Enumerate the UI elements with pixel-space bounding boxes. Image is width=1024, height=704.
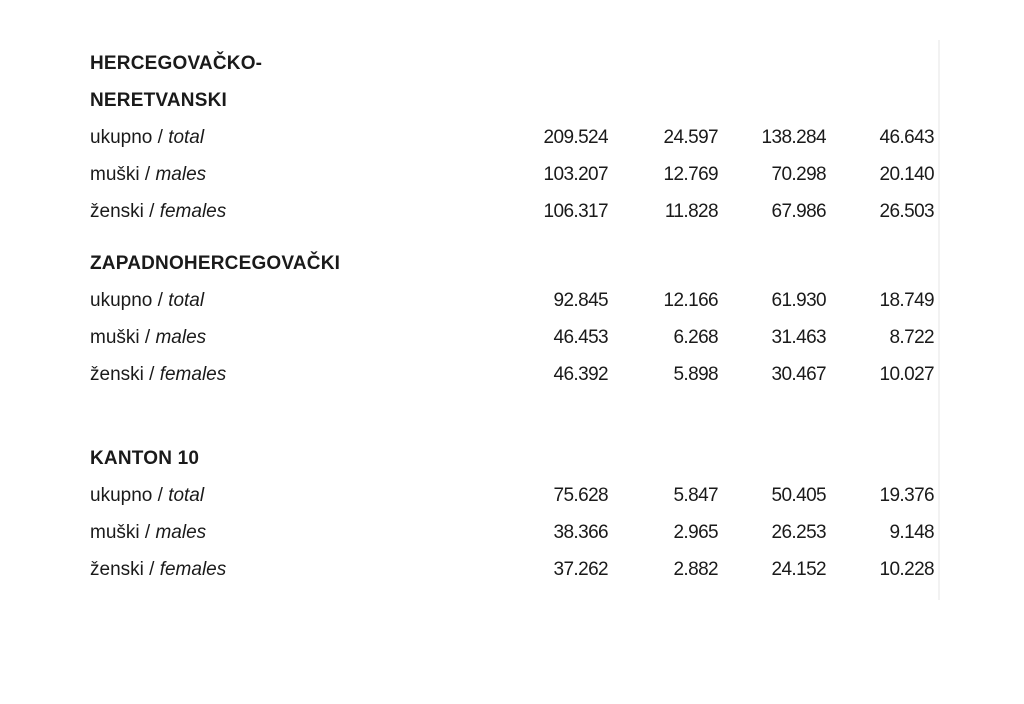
value-cell: 38.366 (553, 522, 608, 543)
table-row (90, 319, 950, 356)
value-cell: 11.828 (664, 201, 718, 222)
row-label: ukupno / total (90, 290, 205, 311)
table-row (90, 282, 950, 319)
table-row (90, 119, 950, 156)
value-cell: 12.166 (663, 290, 718, 311)
table-row (90, 193, 950, 230)
section-heading: ZAPADNOHERCEGOVAČKI (90, 253, 341, 274)
value-cell: 12.769 (663, 164, 718, 185)
table-row (90, 156, 950, 193)
value-cell: 37.262 (553, 559, 608, 580)
value-cell: 19.376 (879, 485, 934, 506)
value-cell: 92.845 (553, 290, 608, 311)
row-label: ukupno / total (90, 485, 205, 506)
value-cell: 67.986 (771, 201, 826, 222)
value-cell: 106.317 (543, 201, 608, 222)
value-cell: 24.597 (663, 127, 718, 148)
value-cell: 18.749 (879, 290, 934, 311)
value-cell: 26.503 (879, 201, 934, 222)
value-cell: 5.847 (673, 485, 718, 506)
value-cell: 24.152 (771, 559, 826, 580)
section-zapadnohercegovacki (90, 245, 950, 393)
value-cell: 50.405 (771, 485, 826, 506)
section-hercegovacko-neretvanski (90, 45, 950, 230)
value-cell: 70.298 (771, 164, 826, 185)
row-label: muški / males (90, 522, 207, 543)
section-heading: NERETVANSKI (90, 90, 227, 111)
row-label: ženski / females (90, 364, 227, 385)
section-heading: HERCEGOVAČKO- (90, 53, 263, 74)
value-cell: 5.898 (673, 364, 718, 385)
row-label: ženski / females (90, 201, 227, 222)
value-cell: 20.140 (879, 164, 934, 185)
value-cell: 61.930 (771, 290, 826, 311)
value-cell: 31.463 (771, 327, 826, 348)
value-cell: 2.965 (673, 522, 718, 543)
value-cell: 10.228 (879, 559, 934, 580)
table-row (90, 477, 950, 514)
value-cell: 2.882 (673, 559, 718, 580)
section-heading: KANTON 10 (90, 448, 200, 469)
row-label: muški / males (90, 164, 207, 185)
value-cell: 75.628 (553, 485, 608, 506)
table-row (90, 356, 950, 393)
value-cell: 6.268 (673, 327, 718, 348)
value-cell: 30.467 (771, 364, 826, 385)
value-cell: 46.453 (553, 327, 608, 348)
row-label: ukupno / total (90, 127, 205, 148)
value-cell: 10.027 (879, 364, 934, 385)
value-cell: 209.524 (543, 127, 608, 148)
row-label: ženski / females (90, 559, 227, 580)
table-row (90, 551, 950, 588)
value-cell: 103.207 (543, 164, 608, 185)
value-cell: 9.148 (889, 522, 934, 543)
value-cell: 46.643 (879, 127, 934, 148)
value-cell: 138.284 (761, 127, 826, 148)
row-label: muški / males (90, 327, 207, 348)
value-cell: 46.392 (553, 364, 608, 385)
value-cell: 26.253 (771, 522, 826, 543)
section-kanton-10 (90, 440, 950, 588)
table-row (90, 514, 950, 551)
value-cell: 8.722 (889, 327, 934, 348)
